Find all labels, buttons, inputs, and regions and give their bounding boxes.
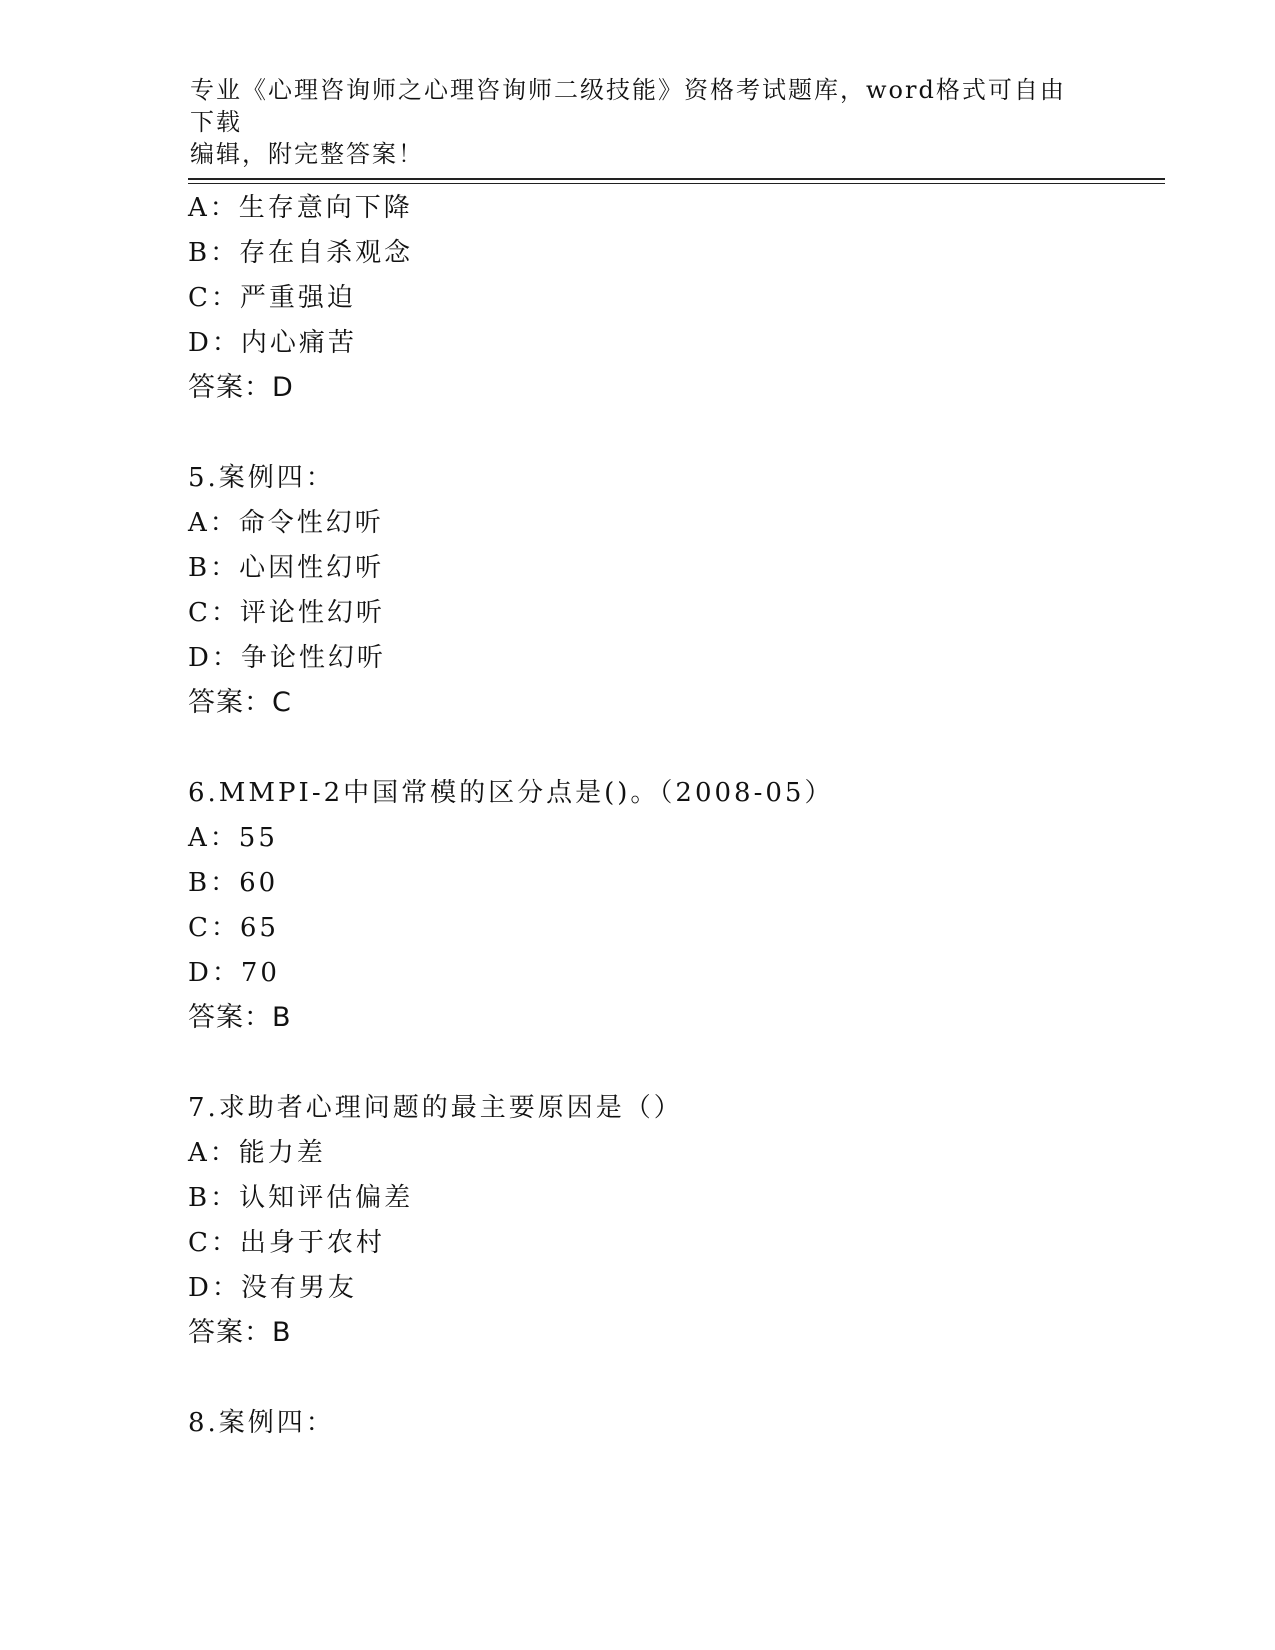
question-stem: 7.求助者心理问题的最主要原因是（） xyxy=(188,1093,683,1123)
option-b: B：60 xyxy=(188,868,279,898)
header-line-2: 编辑，附完整答案！ xyxy=(190,140,424,168)
option-c: C：出身于农村 xyxy=(188,1228,385,1258)
option-d: D：内心痛苦 xyxy=(188,328,357,358)
header-divider-thin xyxy=(188,183,1165,184)
option-d: D：没有男友 xyxy=(188,1273,357,1303)
option-c: C：严重强迫 xyxy=(188,283,356,313)
option-b: B：认知评估偏差 xyxy=(188,1183,414,1213)
answer-line: 答案：D xyxy=(188,372,294,403)
option-b: B：存在自杀观念 xyxy=(188,238,414,268)
option-d: D：70 xyxy=(188,958,280,988)
option-c: C：评论性幻听 xyxy=(188,598,385,628)
question-stem: 6.MMPI-2中国常模的区分点是()。（2008-05） xyxy=(188,778,834,808)
option-b: B：心因性幻听 xyxy=(188,553,385,583)
header-line-1: 专业《心理咨询师之心理咨询师二级技能》资格考试题库，word格式可自由下载 xyxy=(190,76,1066,136)
option-d: D：争论性幻听 xyxy=(188,643,386,673)
question-stem: 8.案例四： xyxy=(188,1408,335,1438)
option-a: A：命令性幻听 xyxy=(188,508,384,538)
answer-line: 答案：B xyxy=(188,1002,292,1033)
answer-line: 答案：B xyxy=(188,1317,292,1348)
option-a: A：能力差 xyxy=(188,1138,326,1168)
option-c: C：65 xyxy=(188,913,279,943)
option-a: A：生存意向下降 xyxy=(188,193,413,223)
question-stem: 5.案例四： xyxy=(188,463,335,493)
header-divider-thick xyxy=(188,178,1165,180)
document-header xyxy=(190,74,1070,170)
option-a: A：55 xyxy=(188,823,278,853)
answer-line: 答案：C xyxy=(188,687,292,718)
